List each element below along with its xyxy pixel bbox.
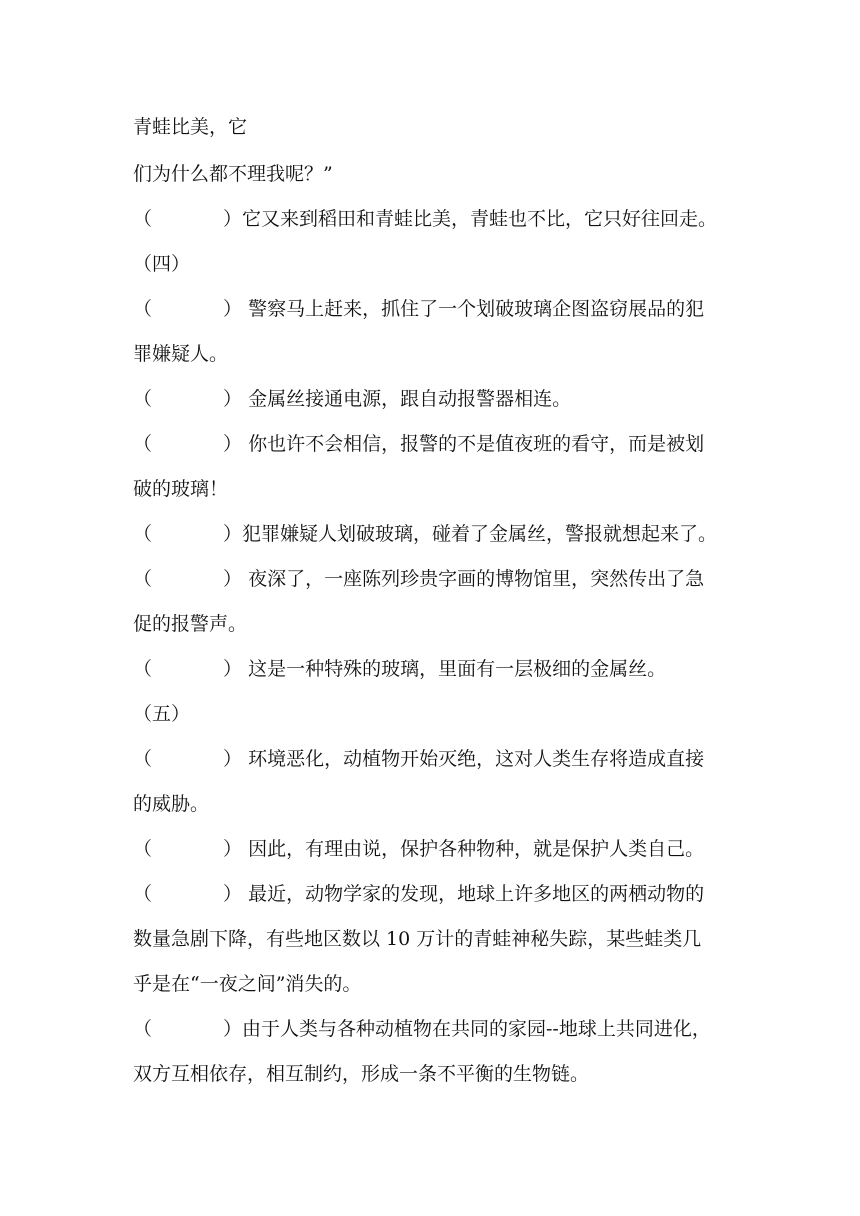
item-text: 由于人类与各种动植物在共同的家园--地球上共同进化，: [242, 1018, 711, 1040]
section5-item-3: [133, 882, 733, 906]
fragment-item-3: [133, 207, 733, 231]
item-text: 它又来到稻田和青蛙比美，青蛙也不比，它只好往回走。: [242, 208, 718, 230]
item-text: 金属丝接通电源，跟自动报警器相连。: [248, 388, 572, 410]
blank-open-paren: （: [133, 208, 153, 230]
section5-item-1: [133, 747, 733, 771]
section4-item-5: [133, 567, 733, 591]
blank-open-paren: （: [133, 433, 153, 455]
item-text: 夜深了，一座陈列珍贵字画的博物馆里，突然传出了急: [248, 568, 705, 590]
fragment-line-1: 青蛙比美，它: [133, 116, 248, 138]
blank-close-paren: ）: [223, 298, 243, 320]
blank-close-paren: ）: [223, 523, 243, 545]
item-text: 这是一种特殊的玻璃，里面有一层极细的金属丝。: [248, 658, 667, 680]
blank-open-paren: （: [133, 838, 153, 860]
blank-open-paren: （: [133, 568, 153, 590]
section4-item-1-cont: 罪嫌疑人。: [133, 343, 229, 365]
section5-item-1-cont: 的威胁。: [133, 793, 210, 815]
fragment-line-2: 们为什么都不理我呢？”: [133, 163, 333, 185]
blank-close-paren: ）: [223, 838, 243, 860]
section5-item-3-cont: 数量急剧下降，有些地区数以 10 万计的青蛙神秘失踪，某些蛙类几: [133, 928, 702, 950]
blank-close-paren: ）: [223, 658, 243, 680]
section4-item-1: [133, 297, 733, 321]
blank-close-paren: ）: [223, 568, 243, 590]
section5-item-4-cont: 双方互相依存，相互制约，形成一条不平衡的生物链。: [133, 1063, 590, 1085]
blank-open-paren: （: [133, 748, 153, 770]
blank-close-paren: ）: [223, 1018, 243, 1040]
blank-close-paren: ）: [223, 388, 243, 410]
section4-item-2: [133, 387, 733, 411]
section4-item-6: [133, 657, 733, 681]
section-heading-5: （五）: [133, 703, 191, 725]
blank-close-paren: ）: [223, 208, 243, 230]
blank-close-paren: ）: [223, 433, 243, 455]
blank-open-paren: （: [133, 883, 153, 905]
item-text: 警察马上赶来，抓住了一个划破玻璃企图盗窃展品的犯: [248, 298, 705, 320]
section4-item-3: [133, 432, 733, 456]
item-text: 环境恶化，动植物开始灭绝，这对人类生存将造成直接: [248, 748, 705, 770]
section4-item-4: [133, 522, 733, 546]
section5-item-2: [133, 837, 733, 861]
blank-close-paren: ）: [223, 748, 243, 770]
blank-open-paren: （: [133, 388, 153, 410]
item-text: 最近，动物学家的发现，地球上许多地区的两栖动物的: [248, 883, 705, 905]
blank-close-paren: ）: [223, 883, 243, 905]
item-text: 犯罪嫌疑人划破玻璃，碰着了金属丝，警报就想起来了。: [242, 523, 718, 545]
blank-open-paren: （: [133, 1018, 153, 1040]
section-heading-4: （四）: [133, 253, 191, 275]
section4-item-3-cont: 破的玻璃！: [133, 478, 229, 500]
section4-item-5-cont: 促的报警声。: [133, 613, 248, 635]
item-text: 你也许不会相信，报警的不是值夜班的看守，而是被划: [248, 433, 705, 455]
blank-open-paren: （: [133, 658, 153, 680]
section5-item-3-cont2: 乎是在“一夜之间”消失的。: [133, 973, 362, 995]
item-text: 因此，有理由说，保护各种物种，就是保护人类自己。: [248, 838, 705, 860]
section5-item-4: [133, 1017, 733, 1041]
blank-open-paren: （: [133, 298, 153, 320]
blank-open-paren: （: [133, 523, 153, 545]
